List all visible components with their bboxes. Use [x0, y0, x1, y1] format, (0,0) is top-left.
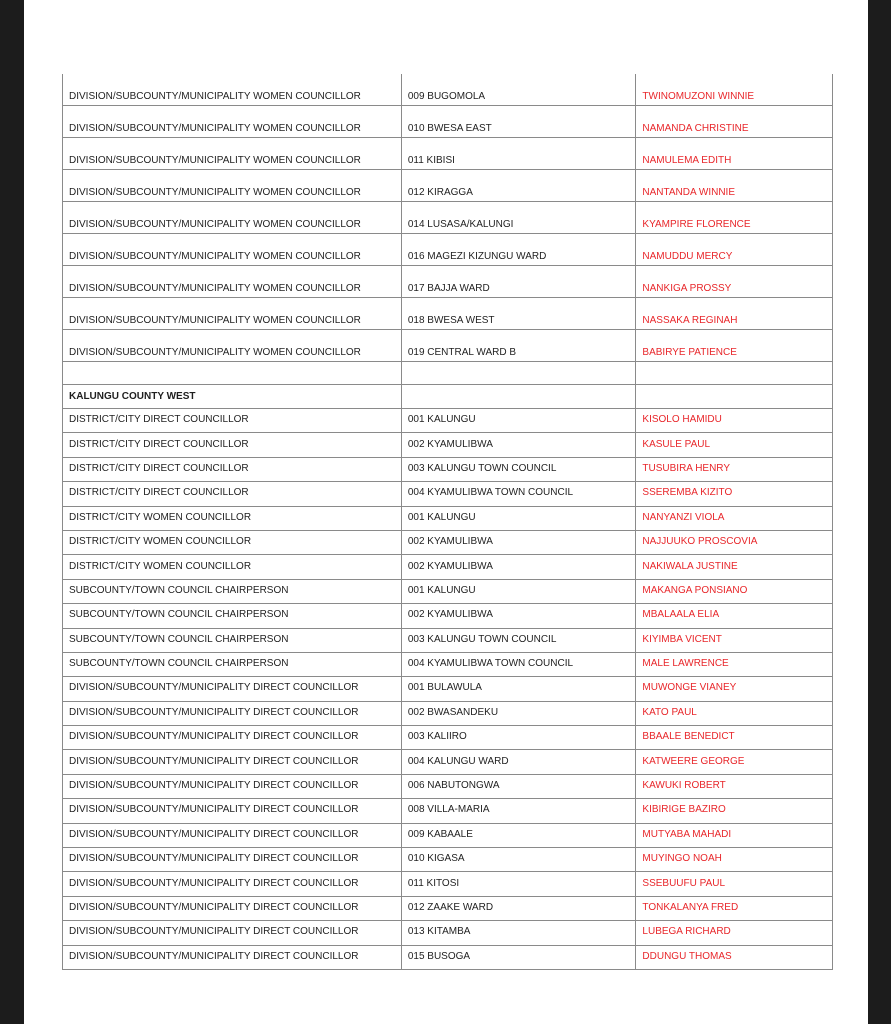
role-cell: DISTRICT/CITY DIRECT COUNCILLOR — [63, 457, 402, 481]
role-cell: DIVISION/SUBCOUNTY/MUNICIPALITY DIRECT COUNCILLOR — [63, 677, 402, 701]
table-row — [63, 298, 833, 330]
table-row — [63, 726, 833, 750]
candidate-name-cell: TUSUBIRA HENRY — [636, 457, 833, 481]
table-row — [63, 555, 833, 579]
area-cell: 010 KIGASA — [401, 848, 636, 872]
results-table-body — [63, 74, 833, 969]
table-row — [63, 506, 833, 530]
table-row — [63, 579, 833, 603]
candidate-name-cell: MAKANGA PONSIANO — [636, 579, 833, 603]
table-row — [63, 330, 833, 362]
role-cell: DISTRICT/CITY DIRECT COUNCILLOR — [63, 433, 402, 457]
table-row — [63, 409, 833, 433]
table-row — [63, 604, 833, 628]
area-cell: 011 KIBISI — [401, 138, 636, 170]
candidate-name-cell: BBAALE BENEDICT — [636, 726, 833, 750]
role-cell: DIVISION/SUBCOUNTY/MUNICIPALITY DIRECT COUNCILLOR — [63, 823, 402, 847]
candidate-name-cell: SSEREMBA KIZITO — [636, 482, 833, 506]
section-title: KALUNGU COUNTY WEST — [63, 385, 402, 409]
role-cell: DIVISION/SUBCOUNTY/MUNICIPALITY DIRECT COUNCILLOR — [63, 945, 402, 969]
table-row — [63, 530, 833, 554]
table-row — [63, 677, 833, 701]
area-cell: 002 KYAMULIBWA — [401, 433, 636, 457]
candidate-name-cell: LUBEGA RICHARD — [636, 921, 833, 945]
candidate-name-cell: MALE LAWRENCE — [636, 652, 833, 676]
area-cell: 001 KALUNGU — [401, 506, 636, 530]
table-row — [63, 628, 833, 652]
role-cell: DIVISION/SUBCOUNTY/MUNICIPALITY DIRECT COUNCILLOR — [63, 750, 402, 774]
area-cell: 001 KALUNGU — [401, 579, 636, 603]
table-row — [63, 872, 833, 896]
role-cell: DIVISION/SUBCOUNTY/MUNICIPALITY WOMEN COUNCILLOR — [63, 170, 402, 202]
candidate-name-cell: DDUNGU THOMAS — [636, 945, 833, 969]
role-cell: DIVISION/SUBCOUNTY/MUNICIPALITY WOMEN COUNCILLOR — [63, 202, 402, 234]
candidate-name-cell: SSEBUUFU PAUL — [636, 872, 833, 896]
area-cell: 006 NABUTONGWA — [401, 774, 636, 798]
candidate-name-cell: TONKALANYA FRED — [636, 896, 833, 920]
area-cell: 014 LUSASA/KALUNGI — [401, 202, 636, 234]
area-cell: 012 KIRAGGA — [401, 170, 636, 202]
candidate-name-cell: NAMANDA CHRISTINE — [636, 106, 833, 138]
area-cell: 004 KYAMULIBWA TOWN COUNCIL — [401, 482, 636, 506]
role-cell: DIVISION/SUBCOUNTY/MUNICIPALITY WOMEN COUNCILLOR — [63, 234, 402, 266]
area-cell: 018 BWESA WEST — [401, 298, 636, 330]
candidate-name-cell: NANYANZI VIOLA — [636, 506, 833, 530]
table-row — [63, 106, 833, 138]
role-cell: SUBCOUNTY/TOWN COUNCIL CHAIRPERSON — [63, 604, 402, 628]
area-cell: 010 BWESA EAST — [401, 106, 636, 138]
role-cell: DIVISION/SUBCOUNTY/MUNICIPALITY DIRECT COUNCILLOR — [63, 872, 402, 896]
role-cell: DIVISION/SUBCOUNTY/MUNICIPALITY DIRECT COUNCILLOR — [63, 701, 402, 725]
area-cell: 013 KITAMBA — [401, 921, 636, 945]
table-row — [63, 138, 833, 170]
area-cell: 012 ZAAKE WARD — [401, 896, 636, 920]
area-cell: 003 KALIIRO — [401, 726, 636, 750]
area-cell: 009 KABAALE — [401, 823, 636, 847]
area-cell: 004 KYAMULIBWA TOWN COUNCIL — [401, 652, 636, 676]
table-row — [63, 170, 833, 202]
table-row — [63, 202, 833, 234]
role-cell: DISTRICT/CITY WOMEN COUNCILLOR — [63, 555, 402, 579]
table-row — [63, 750, 833, 774]
table-row — [63, 848, 833, 872]
candidate-name-cell: KATWEERE GEORGE — [636, 750, 833, 774]
area-cell: 016 MAGEZI KIZUNGU WARD — [401, 234, 636, 266]
candidate-name-cell: KIBIRIGE BAZIRO — [636, 799, 833, 823]
table-row — [63, 799, 833, 823]
candidate-name-cell: KISOLO HAMIDU — [636, 409, 833, 433]
candidate-name-cell: MUWONGE VIANEY — [636, 677, 833, 701]
table-row — [63, 823, 833, 847]
table-row — [63, 266, 833, 298]
document-page — [24, 0, 868, 1024]
table-row — [63, 701, 833, 725]
spacer-row — [63, 362, 833, 385]
area-cell: 002 BWASANDEKU — [401, 701, 636, 725]
candidate-name-cell: NAMUDDU MERCY — [636, 234, 833, 266]
candidate-name-cell: TWINOMUZONI WINNIE — [636, 74, 833, 106]
role-cell: DIVISION/SUBCOUNTY/MUNICIPALITY DIRECT COUNCILLOR — [63, 774, 402, 798]
candidate-name-cell: MUTYABA MAHADI — [636, 823, 833, 847]
candidate-name-cell: BABIRYE PATIENCE — [636, 330, 833, 362]
area-cell: 011 KITOSI — [401, 872, 636, 896]
area-cell: 002 KYAMULIBWA — [401, 604, 636, 628]
role-cell: DIVISION/SUBCOUNTY/MUNICIPALITY DIRECT COUNCILLOR — [63, 921, 402, 945]
candidate-name-cell: MBALAALA ELIA — [636, 604, 833, 628]
area-cell: 008 VILLA-MARIA — [401, 799, 636, 823]
role-cell: DIVISION/SUBCOUNTY/MUNICIPALITY WOMEN COUNCILLOR — [63, 330, 402, 362]
role-cell: SUBCOUNTY/TOWN COUNCIL CHAIRPERSON — [63, 579, 402, 603]
role-cell: DIVISION/SUBCOUNTY/MUNICIPALITY DIRECT COUNCILLOR — [63, 848, 402, 872]
table-row — [63, 234, 833, 266]
area-cell: 017 BAJJA WARD — [401, 266, 636, 298]
area-cell: 004 KALUNGU WARD — [401, 750, 636, 774]
area-cell: 015 BUSOGA — [401, 945, 636, 969]
role-cell: SUBCOUNTY/TOWN COUNCIL CHAIRPERSON — [63, 652, 402, 676]
section-heading-row — [63, 385, 833, 409]
role-cell: DIVISION/SUBCOUNTY/MUNICIPALITY WOMEN COUNCILLOR — [63, 266, 402, 298]
area-cell: 003 KALUNGU TOWN COUNCIL — [401, 457, 636, 481]
candidate-name-cell: NASSAKA REGINAH — [636, 298, 833, 330]
candidate-name-cell: NAMULEMA EDITH — [636, 138, 833, 170]
table-row — [63, 652, 833, 676]
role-cell: DISTRICT/CITY WOMEN COUNCILLOR — [63, 506, 402, 530]
area-cell: 009 BUGOMOLA — [401, 74, 636, 106]
area-cell: 003 KALUNGU TOWN COUNCIL — [401, 628, 636, 652]
area-cell: 001 KALUNGU — [401, 409, 636, 433]
table-row — [63, 945, 833, 969]
candidate-name-cell: NAKIWALA JUSTINE — [636, 555, 833, 579]
candidate-name-cell: KATO PAUL — [636, 701, 833, 725]
role-cell: DIVISION/SUBCOUNTY/MUNICIPALITY DIRECT COUNCILLOR — [63, 799, 402, 823]
table-row — [63, 896, 833, 920]
candidate-name-cell: KASULE PAUL — [636, 433, 833, 457]
table-row — [63, 921, 833, 945]
role-cell: DIVISION/SUBCOUNTY/MUNICIPALITY WOMEN COUNCILLOR — [63, 74, 402, 106]
table-row — [63, 774, 833, 798]
role-cell: DISTRICT/CITY WOMEN COUNCILLOR — [63, 530, 402, 554]
candidate-name-cell: KAWUKI ROBERT — [636, 774, 833, 798]
table-row — [63, 433, 833, 457]
candidate-name-cell: NAJJUUKO PROSCOVIA — [636, 530, 833, 554]
candidate-name-cell: MUYINGO NOAH — [636, 848, 833, 872]
area-cell: 019 CENTRAL WARD B — [401, 330, 636, 362]
candidate-name-cell: KIYIMBA VICENT — [636, 628, 833, 652]
candidate-name-cell: NANTANDA WINNIE — [636, 170, 833, 202]
table-row — [63, 74, 833, 106]
role-cell: DISTRICT/CITY DIRECT COUNCILLOR — [63, 482, 402, 506]
role-cell: DIVISION/SUBCOUNTY/MUNICIPALITY DIRECT COUNCILLOR — [63, 896, 402, 920]
area-cell: 002 KYAMULIBWA — [401, 555, 636, 579]
candidate-name-cell: KYAMPIRE FLORENCE — [636, 202, 833, 234]
role-cell: DIVISION/SUBCOUNTY/MUNICIPALITY WOMEN COUNCILLOR — [63, 138, 402, 170]
role-cell: DIVISION/SUBCOUNTY/MUNICIPALITY DIRECT COUNCILLOR — [63, 726, 402, 750]
candidate-name-cell: NANKIGA PROSSY — [636, 266, 833, 298]
results-table — [62, 74, 833, 970]
area-cell: 002 KYAMULIBWA — [401, 530, 636, 554]
role-cell: SUBCOUNTY/TOWN COUNCIL CHAIRPERSON — [63, 628, 402, 652]
table-row — [63, 482, 833, 506]
table-row — [63, 457, 833, 481]
role-cell: DISTRICT/CITY DIRECT COUNCILLOR — [63, 409, 402, 433]
area-cell: 001 BULAWULA — [401, 677, 636, 701]
role-cell: DIVISION/SUBCOUNTY/MUNICIPALITY WOMEN COUNCILLOR — [63, 298, 402, 330]
role-cell: DIVISION/SUBCOUNTY/MUNICIPALITY WOMEN COUNCILLOR — [63, 106, 402, 138]
